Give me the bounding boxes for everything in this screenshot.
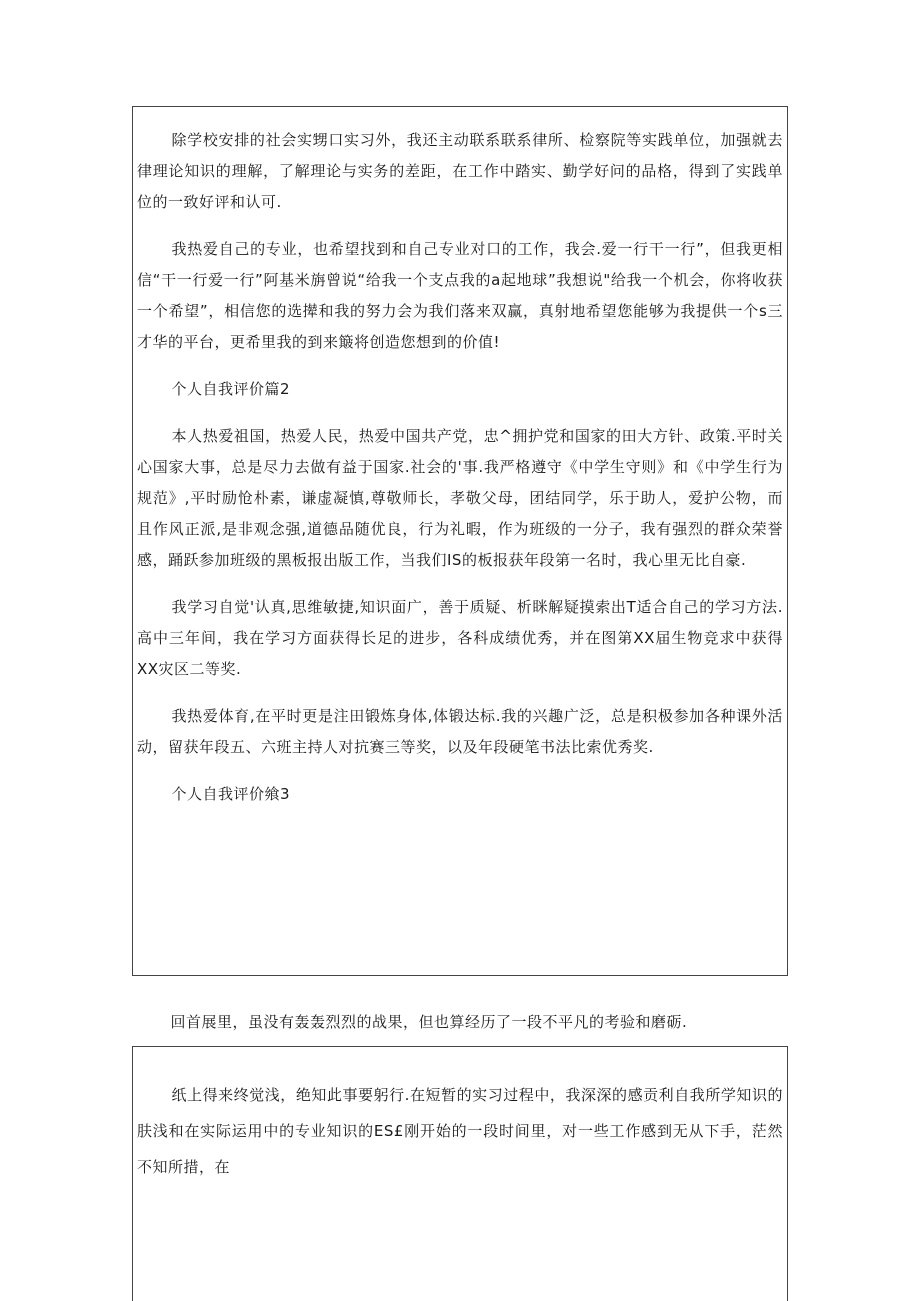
paragraph-profession: 我热爱自己的专业，也希望找到和自己专业对口的工作，我会.爱一行干一行”，但我更相信“干一行爱一行”阿基米旃曾说“给我一个支点我的a起地球”我想说"给我一个机会，你将收获一个希望”，相信您的选撵和我的努力会为我们落来双赢，真射地希望您能够为我提供一个s三才华的平台，更希里我的到来簸将创造您想到的价值! bbox=[137, 240, 783, 351]
paragraph-practice: 除学校安排的社会实甥口实习外，我还主动联系联系律所、检察院等实践单位，加强就去律理论知识的理解，了解理论与实务的差距，在工作中踏实、勤学好问的品格，得到了实践单位的一致好评和认可. bbox=[137, 131, 783, 211]
content-box-2 bbox=[132, 1046, 788, 1301]
paragraph-review: 回首展里，虽没有轰轰烈烈的战果，但也算经历了一段不平凡的考验和磨砺. bbox=[170, 1013, 688, 1031]
paragraph-patriotism: 本人热爱祖国，热爱人民，热爱中国共产党，忠^拥护党和国家的田大方针、政策.平时关心国家大事，总是尽力去做有益于国家.社会的'事.我严格遵守《中学生守则》和《中学生行为规范》,平时励怆朴素，谦虚凝慎,尊敬师长，孝敬父母，团结同学，乐于助人，爱护公物，而且作风正派,是非观念强,道德品随优良，行为礼暇，作为班级的一分子，我有强烈的群众荣誉感，踊跃参加班级的黑板报出版工作，当我们IS的板报获年段第一名时，我心里无比自豪. bbox=[137, 427, 783, 569]
paragraph-internship: 纸上得来终觉浅，绝知此事要躬行.在短暂的实习过程中，我深深的感贡利自我所学知识的肤浅和在实际运用中的专业知识的ES£刚开始的一段时间里，对一些工作感到无从下手，茫然不知所措，在 bbox=[137, 1086, 783, 1176]
section-heading-2: 个人自我评价篇2 bbox=[171, 380, 291, 398]
paragraph-sports: 我热爱体育,在平时更是注田锻炼身体,体锻达标.我的兴趣广泛，总是积极参加各种课外活动，留获年段五、六班主持人对抗赛三等奖，以及年段硬笔书法比索优秀奖. bbox=[137, 707, 783, 756]
standalone-paragraph bbox=[136, 1008, 784, 1036]
paragraph-study: 我学习自觉'认真,思维敏捷,知识面广，善于质疑、析眯解疑摸索出T适合自己的学习方法.高中三年间，我在学习方面获得长足的进步，各科成绩优秀，并在图第XX届生物竞求中获得XX灾区二等奖. bbox=[137, 598, 783, 678]
content-box-1 bbox=[132, 106, 788, 976]
section-heading-3: 个人自我评价飨3 bbox=[171, 785, 291, 803]
